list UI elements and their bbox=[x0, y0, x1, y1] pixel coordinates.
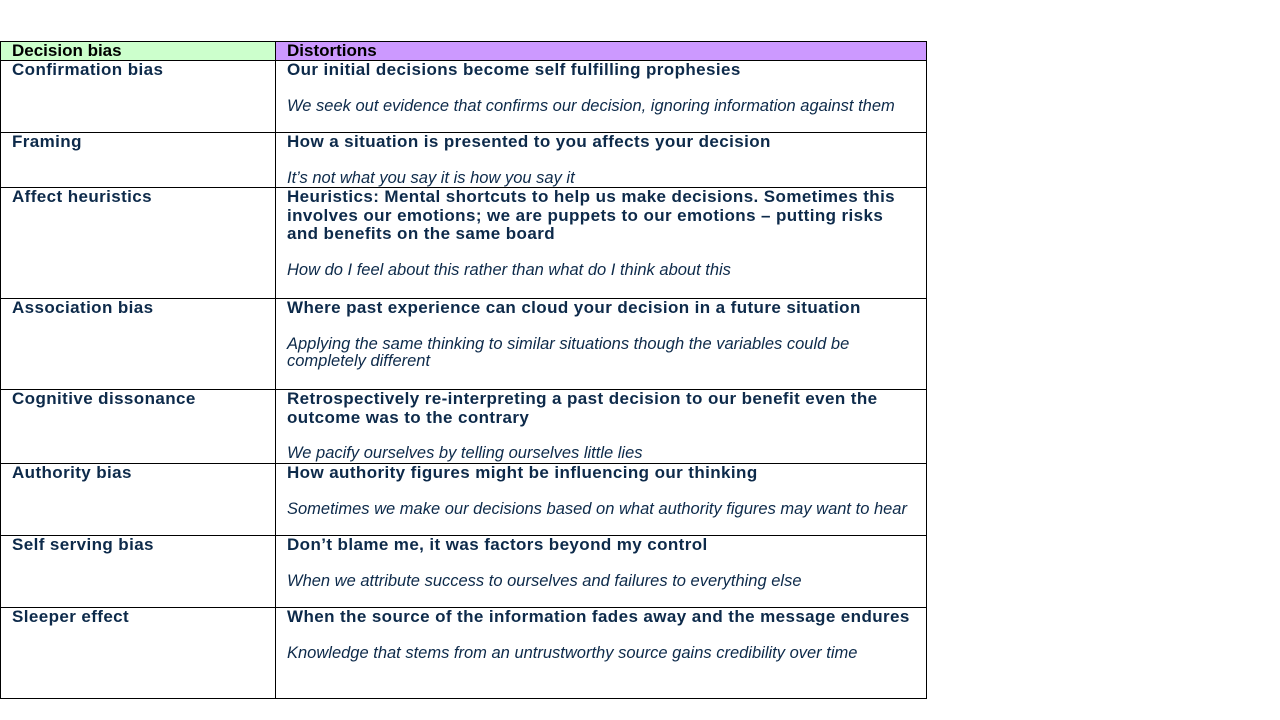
distortion-note: We pacify ourselves by telling ourselves little lies bbox=[287, 444, 643, 462]
bias-name: Cognitive dissonance bbox=[1, 390, 276, 464]
table-row bbox=[1, 133, 927, 188]
distortion-main: How authority figures might be influencing our thinking bbox=[287, 463, 758, 482]
distortion-note: Sometimes we make our decisions based on what authority figures may want to hear bbox=[287, 499, 907, 518]
table-row bbox=[1, 299, 927, 390]
distortion-main: Retrospectively re-interpreting a past decision to our benefit even the outcome was to the contrary bbox=[287, 389, 878, 427]
distortion-note: It’s not what you say it is how you say it bbox=[287, 168, 575, 187]
bias-name: Framing bbox=[1, 133, 276, 188]
distortion-main: Don’t blame me, it was factors beyond my control bbox=[287, 535, 708, 554]
distortion-main: When the source of the information fades away and the message endures bbox=[287, 607, 910, 626]
bias-name: Self serving bias bbox=[1, 536, 276, 608]
distortion-cell bbox=[276, 390, 927, 464]
table-row bbox=[1, 61, 927, 133]
table-row bbox=[1, 536, 927, 608]
table-row bbox=[1, 188, 927, 299]
distortion-cell bbox=[276, 608, 927, 699]
distortion-main: Where past experience can cloud your decision in a future situation bbox=[287, 298, 861, 317]
table-row bbox=[1, 464, 927, 536]
distortion-main: Our initial decisions become self fulfilling prophesies bbox=[287, 60, 741, 79]
header-decision-bias: Decision bias bbox=[1, 42, 276, 61]
decision-bias-table bbox=[0, 41, 927, 699]
distortion-note: Applying the same thinking to similar situations though the variables could be completely different bbox=[287, 334, 850, 370]
distortion-main: How a situation is presented to you affects your decision bbox=[287, 132, 771, 151]
distortion-note: Knowledge that stems from an untrustworthy source gains credibility over time bbox=[287, 643, 858, 662]
header-distortions: Distortions bbox=[276, 42, 927, 61]
bias-name: Authority bias bbox=[1, 464, 276, 536]
table-header-row bbox=[1, 42, 927, 61]
bias-name: Confirmation bias bbox=[1, 61, 276, 133]
bias-name: Affect heuristics bbox=[1, 188, 276, 299]
distortion-cell bbox=[276, 464, 927, 536]
table-row bbox=[1, 390, 927, 464]
distortion-note: How do I feel about this rather than what do I think about this bbox=[287, 260, 731, 279]
distortion-note: When we attribute success to ourselves and failures to everything else bbox=[287, 571, 802, 590]
table-row bbox=[1, 608, 927, 699]
distortion-main: Heuristics: Mental shortcuts to help us make decisions. Sometimes this involves our emotions; we are puppets to our emotions – putting risks and benefits on the same board bbox=[287, 187, 896, 243]
distortion-cell bbox=[276, 133, 927, 188]
bias-name: Sleeper effect bbox=[1, 608, 276, 699]
decision-bias-table-container bbox=[0, 41, 926, 699]
bias-name: Association bias bbox=[1, 299, 276, 390]
distortion-cell bbox=[276, 536, 927, 608]
distortion-cell bbox=[276, 299, 927, 390]
distortion-cell bbox=[276, 61, 927, 133]
distortion-note: We seek out evidence that confirms our decision, ignoring information against them bbox=[287, 96, 895, 115]
distortion-cell bbox=[276, 188, 927, 299]
